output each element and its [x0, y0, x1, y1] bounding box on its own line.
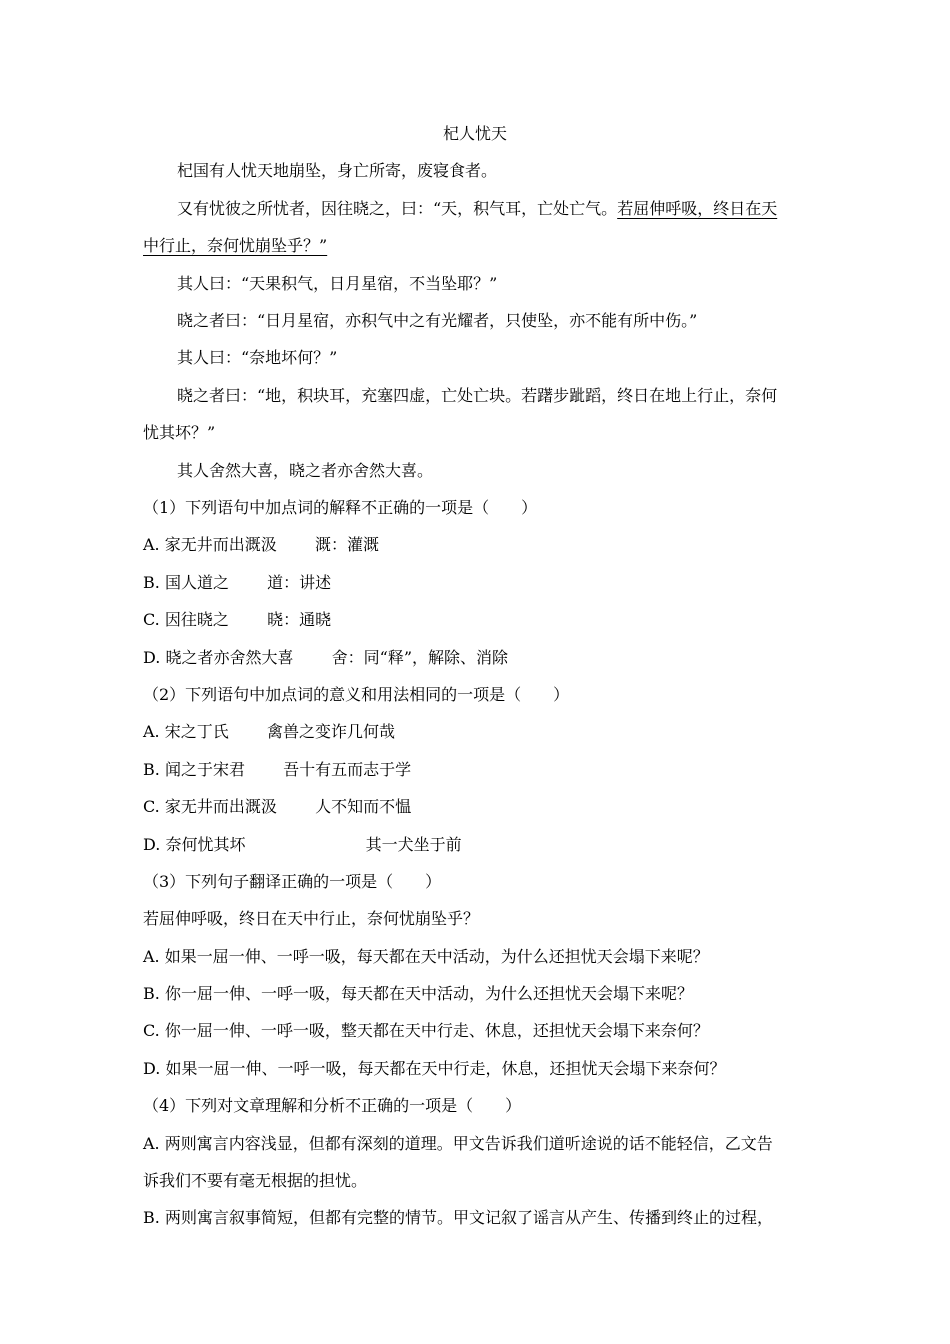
question-2-option-c: C. 家无井而出溉汲 人不知而不愠: [143, 797, 412, 816]
passage-paragraph-4: 晓之者曰：“日月星宿，亦积气中之有光耀者，只使坠，亦不能有所中伤。”: [177, 311, 698, 330]
question-1-option-a: A. 家无井而出溉汲 溉：灌溉: [143, 535, 379, 554]
question-4-option-b: B. 两则寓言叙事简短，但都有完整的情节。甲文记叙了谣言从产生、传播到终止的过程，: [143, 1208, 773, 1227]
question-3-option-b: B. 你一屈一伸、一呼一吸，每天都在天中活动，为什么还担忧天会塌下来呢？: [143, 984, 693, 1003]
passage-paragraph-5: 其人曰：“奈地坏何？”: [177, 348, 338, 367]
passage-paragraph-1: 杞国有人忧天地崩坠，身亡所寄，废寝食者。: [177, 161, 498, 180]
question-1-option-b: B. 国人道之 道：讲述: [143, 573, 332, 592]
passage-paragraph-7: 其人舍然大喜，晓之者亦舍然大喜。: [177, 461, 434, 480]
page-title: 杞人忧天: [442, 124, 507, 143]
passage-paragraph-2: [177, 199, 813, 219]
underlined-sentence-part-2: 中行止，奈何忧崩坠乎？”: [143, 236, 328, 255]
question-1-option-d: D. 晓之者亦舍然大喜 舍：同“释”，解除、消除: [143, 648, 509, 667]
question-3-stem: （3）下列句子翻译正确的一项是（ ）: [143, 872, 442, 891]
passage-paragraph-3: 其人曰：“天果积气，日月星宿，不当坠耶？”: [177, 274, 498, 293]
question-2-stem: （2）下列语句中加点词的意义和用法相同的一项是（ ）: [143, 685, 570, 704]
passage-paragraph-2-text: 又有忧彼之所忧者，因往晓之，曰：“天，积气耳，亡处亡气。: [177, 199, 618, 218]
underlined-sentence-part-1: 若屈伸呼吸，终日在天: [617, 199, 778, 218]
question-4-option-a-continued: 诉我们不要有毫无根据的担忧。: [143, 1171, 368, 1190]
passage-paragraph-6-continued: 忧其坏？”: [143, 423, 216, 442]
question-2-option-d: D. 奈何忧其坏 其一犬坐于前: [143, 835, 462, 854]
question-4-stem: （4）下列对文章理解和分析不正确的一项是（ ）: [143, 1096, 522, 1115]
question-3-option-d: D. 如果一屈一伸、一呼一吸，每天都在天中行走，休息，还担忧天会塌下来奈何？: [143, 1059, 726, 1078]
question-2-option-a: A. 宋之丁氏 禽兽之变诈几何哉: [143, 722, 395, 741]
passage-paragraph-6: 晓之者曰：“地，积块耳，充塞四虚，亡处亡块。若躇步跐蹈，终日在地上行止，奈何: [177, 386, 778, 405]
question-3-sentence: 若屈伸呼吸，终日在天中行止，奈何忧崩坠乎？: [143, 909, 480, 928]
passage-paragraph-2-continued: [143, 236, 813, 256]
question-4-option-a: A. 两则寓言内容浅显，但都有深刻的道理。甲文告诉我们道听途说的话不能轻信，乙文告: [143, 1134, 773, 1153]
question-3-option-a: A. 如果一屈一伸、一呼一吸，每天都在天中活动，为什么还担忧天会塌下来呢？: [143, 947, 709, 966]
question-3-option-c: C. 你一屈一伸、一呼一吸，整天都在天中行走、休息，还担忧天会塌下来奈何？: [143, 1021, 709, 1040]
question-1-option-c: C. 因往晓之 晓：通晓: [143, 610, 332, 629]
question-1-stem: （1）下列语句中加点词的解释不正确的一项是（ ）: [143, 498, 538, 517]
question-2-option-b: B. 闻之于宋君 吾十有五而志于学: [143, 760, 412, 779]
